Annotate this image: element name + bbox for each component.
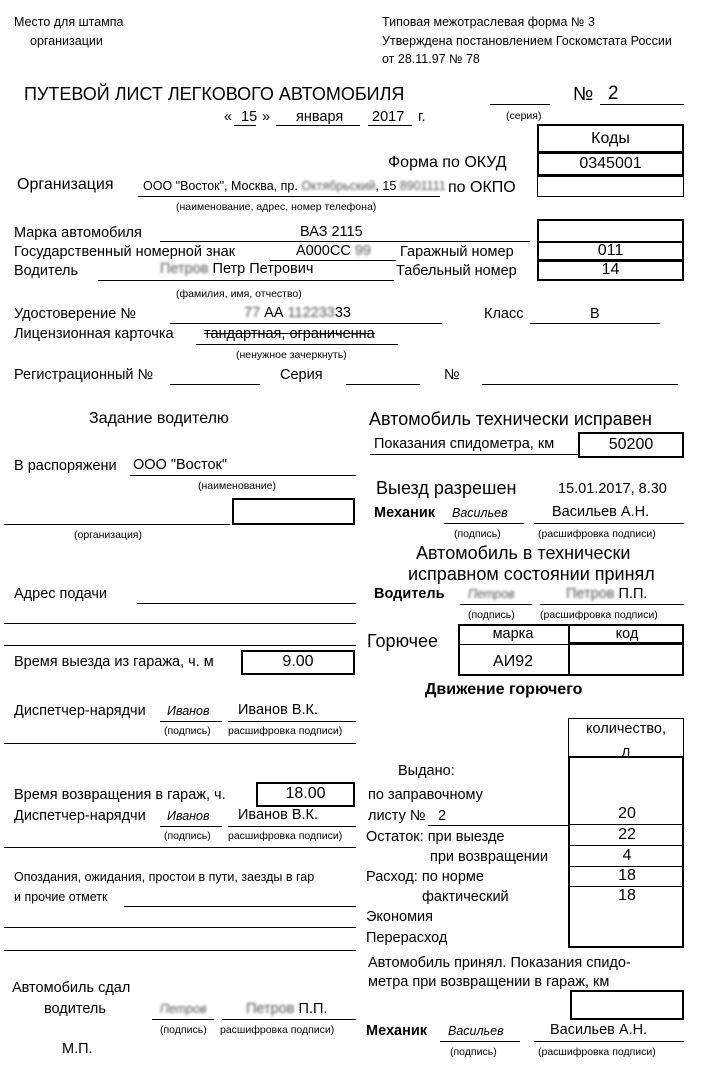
- handed-sign-line: [152, 1019, 214, 1020]
- date-quote-open: «: [224, 109, 233, 125]
- actual-value: 18: [618, 887, 636, 904]
- tab-value: 14: [601, 261, 620, 278]
- handed-decode-caption: расшифровка подписи): [220, 1024, 335, 1036]
- org-line: [4, 524, 230, 525]
- handed-name: Петров П.П.: [246, 1001, 328, 1017]
- accept-driver-name-blur: Петров: [566, 586, 615, 602]
- date-quote-close: »: [262, 109, 271, 125]
- final-label-2: метра при возвращении в гараж, км: [368, 974, 610, 990]
- depart-label: Время выезда из гаража, ч. м: [14, 654, 214, 670]
- overrun-label: Перерасход: [366, 930, 448, 946]
- return-label: Время возвращения в гараж, ч.: [14, 787, 226, 803]
- plate-blur: 99: [354, 243, 371, 259]
- license-label: Удостоверение №: [14, 306, 136, 322]
- qty-divider-2: [570, 845, 684, 846]
- series-caption: (серия): [506, 110, 542, 122]
- stamp-label: Место для штампа: [14, 15, 124, 29]
- mechanic-decode-caption: (расшифровка подписи): [538, 528, 656, 540]
- number-line: [600, 104, 684, 105]
- left-divider-2: [4, 847, 356, 848]
- fuel-code-box: [568, 642, 684, 676]
- organization-caption: (наименование, адрес, номер телефона): [176, 201, 377, 213]
- okpo-box: [537, 176, 684, 197]
- handed-sign: Петров: [160, 1002, 207, 1016]
- codes-header: Коды: [591, 130, 630, 147]
- handed-sign-caption: (подпись): [160, 1024, 207, 1036]
- okud-value: 0345001: [579, 155, 642, 172]
- card-line: [196, 344, 398, 345]
- tab-label: Табельный номер: [396, 263, 517, 279]
- dispatcher-sign: Иванов: [167, 704, 210, 718]
- okpo-label: по ОКПО: [448, 179, 516, 196]
- station-line: [428, 825, 568, 826]
- date-month-line: [276, 125, 360, 126]
- series-line: [490, 104, 550, 105]
- delays-line-2: [4, 927, 356, 928]
- movement-title: Движение горючего: [425, 681, 583, 698]
- delays-label-2: и прочие отметк: [14, 890, 108, 904]
- exit-value: 15.01.2017, 8.30: [558, 481, 667, 497]
- economy-label: Экономия: [366, 909, 433, 925]
- handed-title: Автомобиль сдал: [12, 980, 131, 996]
- accept-driver-sign-line: [460, 604, 532, 605]
- number-value: 2: [608, 83, 619, 104]
- page-title: ПУТЕВОЙ ЛИСТ ЛЕГКОВОГО АВТОМОБИЛЯ: [24, 84, 405, 104]
- final-mechanic-name: Васильев А.Н.: [550, 1022, 648, 1038]
- reg-no-line: [482, 384, 678, 385]
- final-mechanic-name-line: [534, 1041, 684, 1042]
- license-blur-2: 112233: [287, 305, 335, 321]
- form-approved: Утверждена постановлением Госкомстата России: [382, 34, 672, 48]
- stamp-label-2: организации: [30, 34, 103, 48]
- final-decode-caption: (расшифровка подписи): [538, 1046, 656, 1058]
- final-mechanic-sign-line: [440, 1041, 520, 1042]
- address-line-2: [4, 623, 356, 624]
- date-day-line: [234, 125, 256, 126]
- mechanic-sign: Васильев: [452, 506, 508, 520]
- station-no: 2: [438, 808, 447, 824]
- qty-header: количество,: [586, 721, 666, 737]
- dispatcher2-name-line: [228, 826, 356, 827]
- accept-driver-sign: Петров: [468, 587, 515, 601]
- driver-value: Петров Петр Петрович: [160, 261, 314, 277]
- disposal-line: [130, 475, 356, 476]
- plate-label: Государственный номерной знак: [14, 244, 236, 260]
- exit-label: Выезд разрешен: [376, 478, 517, 498]
- accept-driver-label: Водитель: [374, 586, 445, 602]
- brand-value: ВАЗ 2115: [300, 224, 363, 240]
- address-line: [137, 603, 356, 604]
- dispatcher-label: Диспетчер-нарядчи: [14, 703, 146, 719]
- qty-header-unit: л: [621, 744, 631, 760]
- return-value: 18.00: [285, 785, 326, 802]
- dispatcher2-label: Диспетчер-нарядчи: [14, 808, 146, 824]
- disposal-label: В распоряжени: [14, 458, 117, 474]
- inspection-title: Автомобиль технически исправен: [369, 409, 652, 429]
- depart-value: 9.00: [282, 653, 314, 670]
- license-blur-1: 77: [244, 305, 261, 321]
- mp-label: М.П.: [62, 1041, 93, 1057]
- class-line: [530, 323, 660, 324]
- date-day: 15: [241, 109, 258, 125]
- odometer-label: Показания спидометра, км: [374, 436, 555, 452]
- form-type: Типовая межотраслевая форма № 3: [382, 15, 595, 29]
- license-line: [170, 323, 442, 324]
- dispatcher-name-line: [228, 721, 356, 722]
- mechanic-sign-line: [444, 523, 524, 524]
- organization-blur-2: 8901111: [399, 179, 446, 193]
- dispatcher2-sign-caption: (подпись): [164, 830, 211, 842]
- final-mechanic-sign: Васильев: [448, 1024, 504, 1038]
- dispatcher2-name: Иванов В.К.: [238, 807, 319, 823]
- fuel-code-header: код: [615, 626, 639, 642]
- odometer-line: [370, 454, 578, 455]
- delays-line-1: [124, 906, 356, 907]
- license-value: 77 АА 11223333: [244, 305, 351, 321]
- address-line-3: [4, 645, 356, 646]
- garage-label: Гаражный номер: [400, 244, 514, 260]
- card-label: Лицензионная карточка: [14, 326, 174, 342]
- mechanic-label: Механик: [374, 505, 436, 521]
- station-label-2: листу №: [368, 808, 426, 824]
- final-odometer-box: [570, 990, 684, 1020]
- driver-line: [98, 280, 394, 281]
- delays-line-3: [4, 950, 356, 951]
- dispatcher2-sign-line: [160, 826, 222, 827]
- remain-label: Остаток: при выезде: [366, 829, 505, 845]
- dispatcher2-decode-caption: расшифровка подписи): [228, 830, 343, 842]
- dispatcher-sign-line: [160, 721, 222, 722]
- norm-value: 18: [618, 867, 636, 884]
- driver-label: Водитель: [14, 263, 79, 279]
- delays-label: Опоздания, ожидания, простои в пути, заезды в гар: [14, 870, 315, 884]
- number-label: №: [573, 84, 594, 105]
- handed-name-line: [222, 1019, 356, 1020]
- org-code-box: [232, 498, 355, 525]
- norm-label: Расход: по норме: [366, 869, 484, 885]
- disposal-caption: (наименование): [198, 480, 276, 492]
- final-label: Автомобиль принял. Показания спидо-: [368, 955, 631, 971]
- reg-line: [170, 384, 260, 385]
- mechanic-sign-caption: (подпись): [454, 528, 501, 540]
- plate-value: А000СС 99: [296, 243, 371, 259]
- mechanic-name-line: [534, 523, 684, 524]
- date-year-suffix: г.: [418, 109, 426, 125]
- class-label: Класс: [484, 306, 524, 322]
- dispatcher-name: Иванов В.К.: [238, 702, 319, 718]
- return-fuel-value: 4: [622, 847, 632, 864]
- codes-empty-box: [537, 219, 684, 243]
- left-divider-1: [4, 743, 356, 744]
- accept-decode-caption: (расшифровка подписи): [540, 609, 658, 621]
- org-caption: (организация): [74, 529, 142, 541]
- reg-label: Регистрационный №: [14, 367, 154, 383]
- date-year-line: [368, 125, 412, 126]
- accept-driver-name: Петров П.П.: [566, 586, 648, 602]
- accepted-title: Автомобиль в технически: [416, 543, 631, 563]
- form-date: от 28.11.97 № 78: [382, 52, 480, 66]
- dispatcher-decode-caption: расшифровка подписи): [228, 725, 343, 737]
- accepted-title-2: исправном состоянии принял: [408, 564, 655, 584]
- brand-line: [160, 241, 530, 242]
- address-label: Адрес подачи: [14, 586, 107, 602]
- mechanic-name: Васильев А.Н.: [552, 504, 650, 520]
- task-title: Задание водителю: [89, 410, 229, 427]
- dispatcher2-sign: Иванов: [167, 809, 210, 823]
- driver-caption: (фамилия, имя, отчество): [176, 288, 302, 300]
- card-value: тандартная, ограниченна: [204, 326, 375, 342]
- series-label: Серия: [280, 367, 323, 383]
- remain-value: 22: [618, 826, 636, 843]
- dispatcher-sign-caption: (подпись): [164, 725, 211, 737]
- fuel-brand-header: марка: [492, 626, 534, 642]
- brand-label: Марка автомобиля: [14, 225, 142, 241]
- fuel-label: Горючее: [367, 631, 439, 651]
- accept-driver-name-line: [540, 604, 684, 605]
- accept-sign-caption: (подпись): [468, 609, 515, 621]
- class-value: В: [590, 306, 600, 322]
- issued-label: Выдано:: [398, 763, 455, 779]
- return-fuel-label: при возвращении: [430, 849, 549, 865]
- driver-blur: Петров: [160, 261, 209, 277]
- issued-value: 20: [618, 805, 636, 822]
- odometer-value: 50200: [608, 436, 654, 453]
- fuel-brand-value: АИ92: [493, 653, 533, 670]
- handed-driver: водитель: [44, 1001, 106, 1017]
- garage-value: 011: [597, 242, 624, 259]
- qty-divider-1: [570, 824, 684, 825]
- handed-name-blur: Петров: [246, 1001, 295, 1017]
- disposal-value: ООО "Восток": [133, 457, 228, 473]
- organization-blur-1: Октябрьский: [301, 179, 376, 193]
- card-caption: (ненужное зачеркнуть): [236, 349, 347, 361]
- final-mechanic-label: Механик: [366, 1023, 428, 1039]
- station-label: по заправочному: [368, 787, 483, 803]
- organization-label: Организация: [17, 176, 114, 193]
- date-month: января: [296, 109, 344, 125]
- date-year: 2017: [372, 109, 405, 125]
- final-sign-caption: (подпись): [450, 1046, 497, 1058]
- okud-label: Форма по ОКУД: [388, 154, 507, 171]
- reg-no-label: №: [444, 367, 460, 383]
- actual-label: фактический: [422, 889, 509, 905]
- organization-value: ООО "Восток", Москва, пр. Октябрьский, 15 8901111: [143, 179, 446, 193]
- organization-line: [138, 196, 440, 197]
- series-line-2: [346, 384, 420, 385]
